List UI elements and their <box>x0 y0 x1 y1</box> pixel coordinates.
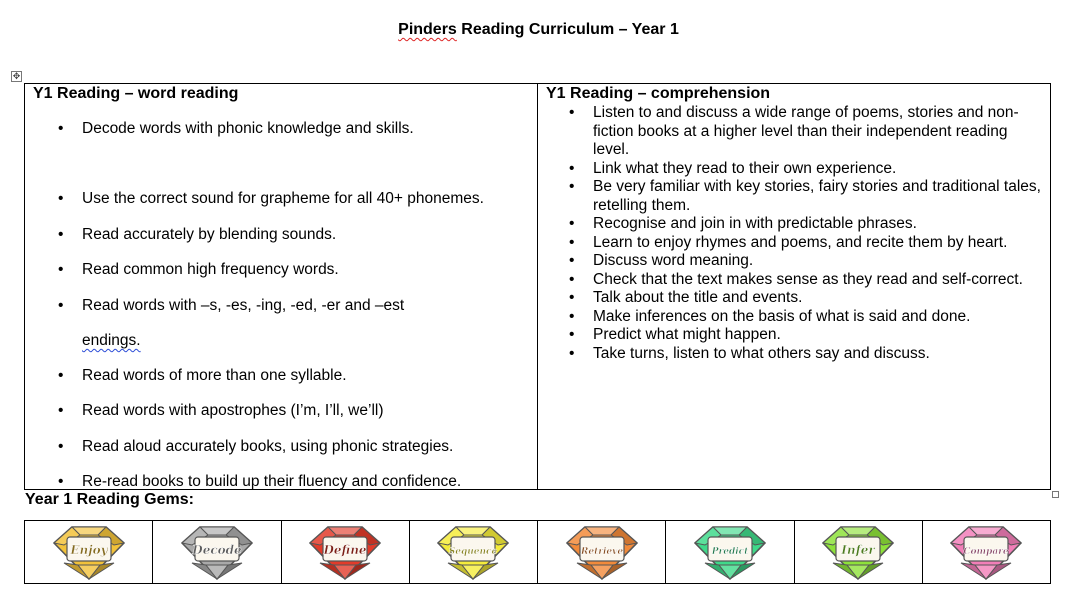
gem-icon <box>306 523 384 581</box>
gems-table <box>24 520 1051 584</box>
word-reading-cell[interactable] <box>25 84 537 489</box>
gem-label: Retrieve <box>580 547 623 557</box>
comprehension-item: • Predict what might happen. <box>593 326 1043 345</box>
gem-label: Decode <box>192 543 242 557</box>
gem-label: Compare <box>963 547 1010 557</box>
word-reading-item: • Decode words with phonic knowledge and skills. <box>82 120 414 138</box>
word-reading-item: • Re-read books to build up their fluency and confidence. <box>82 473 461 489</box>
gem-label: Infer <box>841 543 875 557</box>
comprehension-item: • Check that the text makes sense as they read and self-correct. <box>593 271 1043 290</box>
word-reading-item <box>82 297 404 315</box>
gem-icon <box>178 523 256 581</box>
gem-cell[interactable] <box>923 521 1050 583</box>
word-reading-heading: Y1 Reading – word reading <box>33 85 239 102</box>
comprehension-item: • Make inferences on the basis of what is said and done. <box>593 308 1043 327</box>
comprehension-item: • Be very familiar with key stories, fairy stories and traditional tales, retelling them. <box>593 178 1043 215</box>
word-reading-item: • Read words with apostrophes (I’m, I’ll, we’ll) <box>82 402 384 420</box>
gem-cell[interactable] <box>153 521 281 583</box>
title-school-name: Pinders <box>398 21 457 38</box>
gem-icon <box>434 523 512 581</box>
word-reading-item: • Use the correct sound for grapheme for all 40+ phonemes. <box>82 190 484 208</box>
comprehension-cell[interactable] <box>538 84 1050 489</box>
comprehension-list <box>593 104 1043 363</box>
gem-cell[interactable] <box>410 521 538 583</box>
gem-cell[interactable] <box>282 521 410 583</box>
gem-icon <box>691 523 769 581</box>
gem-cell[interactable] <box>795 521 923 583</box>
word-reading-item: • Read words of more than one syllable. <box>82 367 347 385</box>
curriculum-table <box>24 83 1051 490</box>
table-move-handle-icon[interactable]: ✥ <box>12 71 21 81</box>
gems-heading: Year 1 Reading Gems: <box>25 491 194 508</box>
gem-cell[interactable] <box>666 521 794 583</box>
gem-icon <box>563 523 641 581</box>
word-reading-item: • Read common high frequency words. <box>82 261 339 279</box>
word-reading-item-text: Read words with –s, -es, -ing, -ed, -er and –est <box>82 297 405 314</box>
comprehension-item: • Listen to and discuss a wide range of poems, stories and non-fiction books at a higher level than their independent reading level. <box>593 104 1043 160</box>
gem-label: Define <box>323 543 367 557</box>
gem-cell[interactable] <box>25 521 153 583</box>
gem-label: Predict <box>711 547 749 557</box>
comprehension-item: • Discuss word meaning. <box>593 252 1043 271</box>
document-title <box>0 21 1077 39</box>
gem-icon <box>819 523 897 581</box>
gem-icon <box>947 523 1025 581</box>
word-reading-item-continuation <box>82 332 141 350</box>
title-rest: Reading Curriculum – Year 1 <box>456 21 679 38</box>
table-resize-handle-icon[interactable] <box>1052 491 1059 498</box>
comprehension-item: • Take turns, listen to what others say and discuss. <box>593 345 1043 364</box>
gem-cell[interactable] <box>538 521 666 583</box>
word-reading-item: • Read aloud accurately books, using phonic strategies. <box>82 438 453 456</box>
comprehension-heading: Y1 Reading – comprehension <box>546 85 771 102</box>
comprehension-item: • Talk about the title and events. <box>593 289 1043 308</box>
comprehension-item: • Link what they read to their own experience. <box>593 160 1043 179</box>
gem-label: Enjoy <box>70 543 108 557</box>
gem-icon <box>50 523 128 581</box>
comprehension-item: • Recognise and join in with predictable phrases. <box>593 215 1043 234</box>
word-reading-item: • Read accurately by blending sounds. <box>82 226 336 244</box>
endings-word: endings. <box>82 332 141 349</box>
gem-label: Sequence <box>449 547 498 557</box>
comprehension-item: • Learn to enjoy rhymes and poems, and recite them by heart. <box>593 234 1043 253</box>
